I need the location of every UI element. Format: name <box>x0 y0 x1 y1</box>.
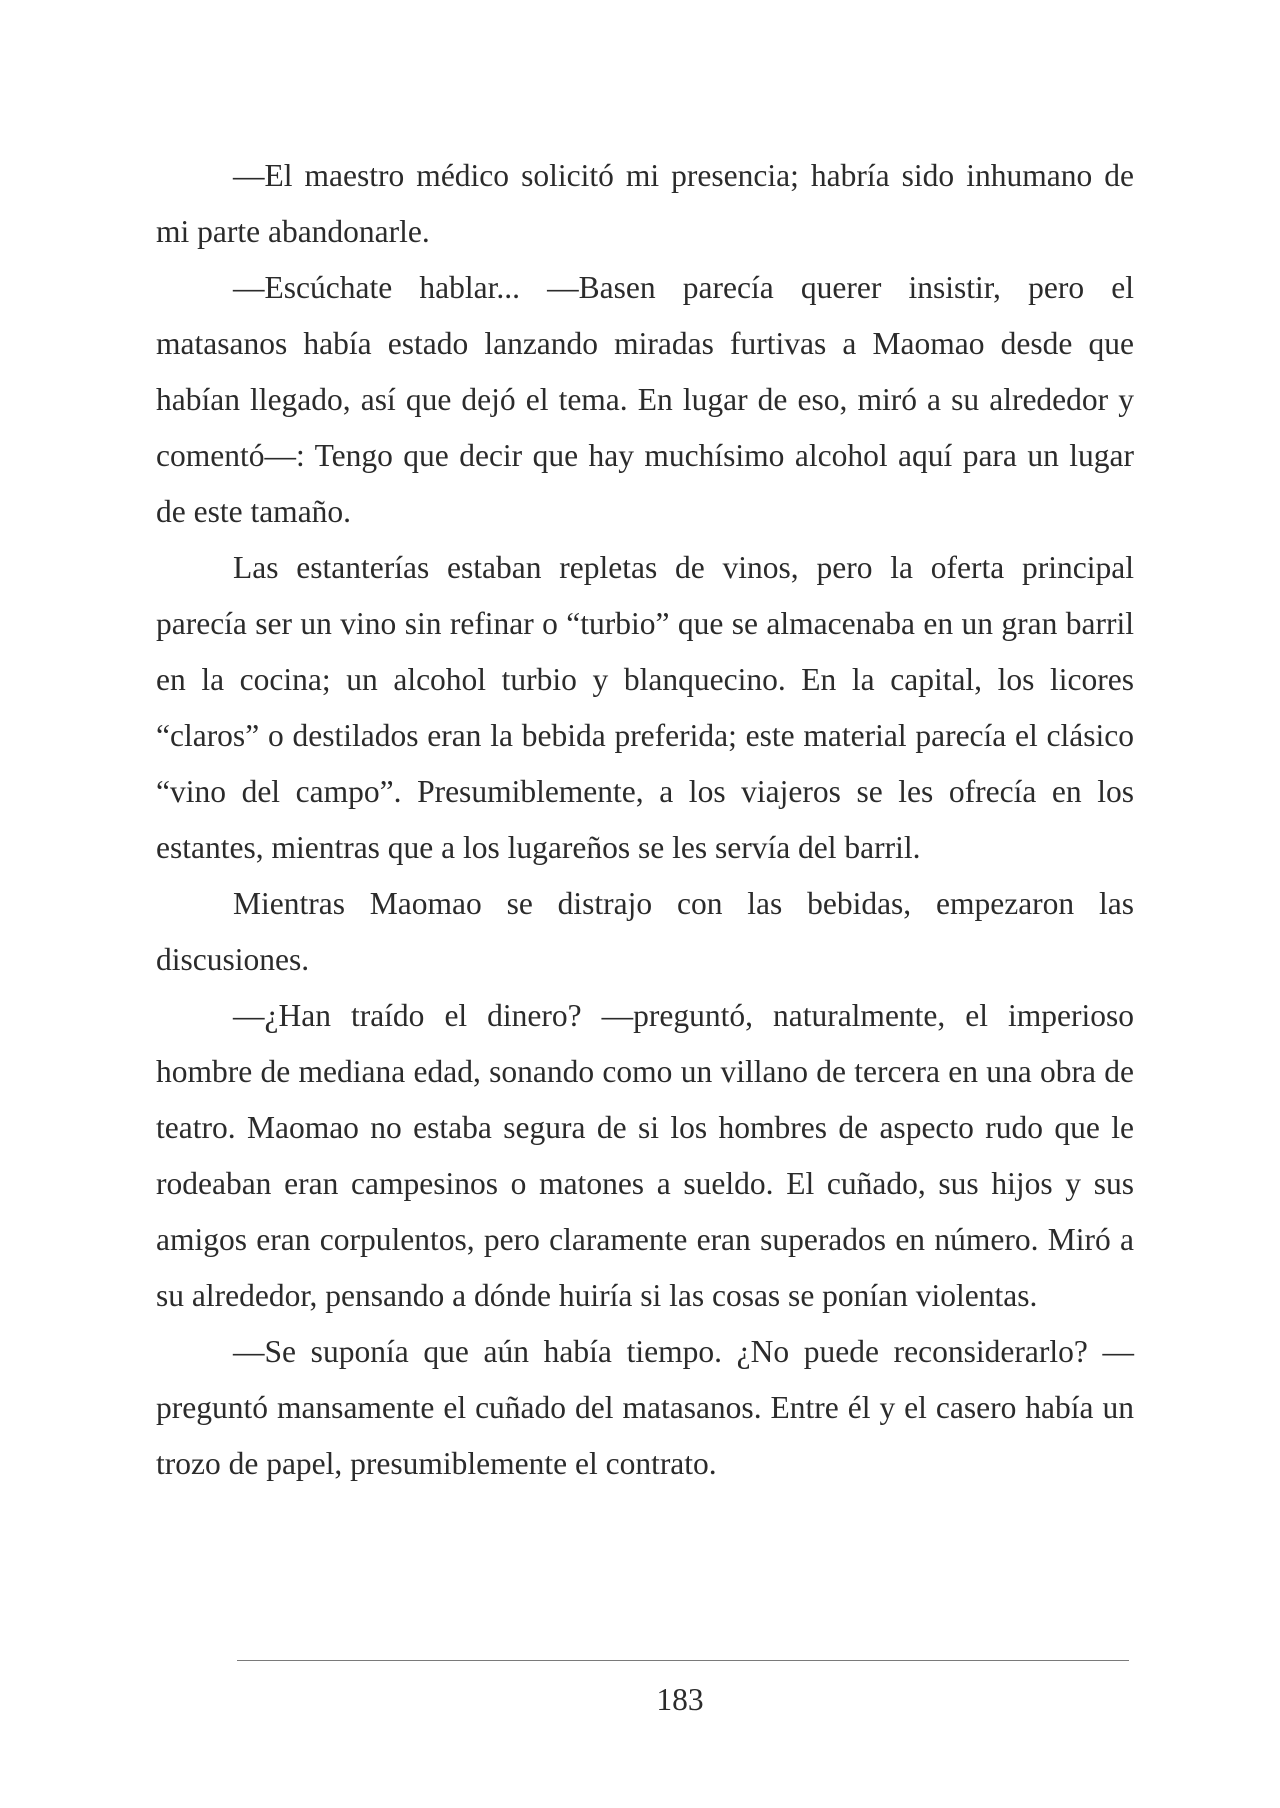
paragraph: —Escúchate hablar... —Basen parecía querer insistir, pero el matasanos había estado lanzando miradas furtivas a Maomao desde que habían llegado, así que dejó el tema. En lugar de eso, miró a su alrededor y comentó—: Tengo que decir que hay muchísimo alcohol aquí para un lugar de este tamaño. <box>156 270 1134 529</box>
paragraph: Las estanterías estaban repletas de vinos, pero la oferta principal parecía ser un vino sin refinar o “turbio” que se almacenaba en un gran barril en la cocina; un alcohol turbio y blanquecino. En la capital, los licores “claros” o destilados eran la bebida preferida; este material parecía el clásico “vino del campo”. Presumiblemente, a los viajeros se les ofrecía en los estantes, mientras que a los lugareños se les servía del barril. <box>156 550 1134 865</box>
paragraph: —¿Han traído el dinero? —preguntó, naturalmente, el imperioso hombre de mediana edad, sonando como un villano de tercera en una obra de teatro. Maomao no estaba segura de si los hombres de aspecto rudo que le rodeaban eran campesinos o matones a sueldo. El cuñado, sus hijos y sus amigos eran corpulentos, pero claramente eran superados en número. Miró a su alrededor, pensando a dónde huiría si las cosas se ponían violentas. <box>156 998 1134 1313</box>
paragraph: —Se suponía que aún había tiempo. ¿No puede reconsiderarlo? —preguntó mansamente el cuñado del matasanos. Entre él y el casero había un trozo de papel, presumiblemente el contrato. <box>156 1334 1134 1481</box>
footer-divider <box>237 1660 1129 1661</box>
page-body <box>156 148 1134 1492</box>
page-number: 183 <box>656 1682 704 1717</box>
paragraph: —El maestro médico solicitó mi presencia; habría sido inhumano de mi parte abandonarle. <box>156 158 1134 249</box>
paragraph: Mientras Maomao se distrajo con las bebidas, empezaron las discusiones. <box>156 886 1134 977</box>
